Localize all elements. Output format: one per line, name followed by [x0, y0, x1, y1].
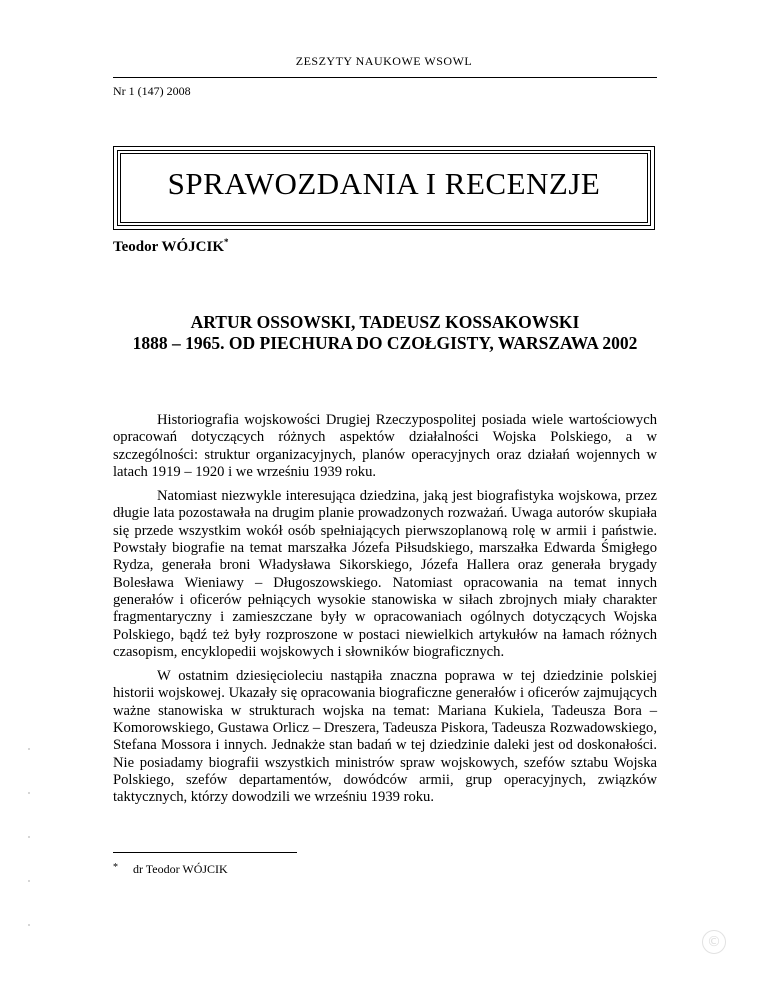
author-footnote-mark: *: [224, 237, 229, 247]
journal-header: ZESZYTY NAUKOWE WSOWL: [295, 54, 473, 68]
copyright-watermark-icon: ©: [702, 930, 726, 954]
author-line: [113, 237, 229, 256]
issue-number: Nr 1 (147) 2008: [113, 84, 191, 98]
section-title: SPRAWOZDANIA I RECENZJE: [167, 166, 601, 201]
review-title-line-2: 1888 – 1965. OD PIECHURA DO CZOŁGISTY, WARSZAWA 2002: [132, 333, 638, 353]
body-paragraph-3: W ostatnim dziesięcioleciu nastąpiła znaczna poprawa w tej dziedzinie polskiej historii wojskowej. Ukazały się opracowania biograficzne generałów i oficerów zajmujących ważne stanowiska w strukturach wojska na temat: Mariana Kukiela, Tadeusza Bora – Komorowskiego, Gustawa Orlicz – Dreszera, Tadeusza Piskora, Tadeusza Rozwadowskiego, Stefana Mossora i innych. Jednakże stan badań w tej dziedzinie daleki jest od doskonałości. Nie posiadamy biografii wszystkich ministrów spraw wojskowych, szefów sztabu Wojska Polskiego, szefów departamentów, dowódców armii, grup operacyjnych, związków taktycznych, którzy dowodzili we wrześniu 1939 roku.: [113, 668, 657, 806]
margin-mark: [28, 924, 30, 926]
margin-mark: [28, 792, 30, 794]
footnote-mark: *: [113, 862, 118, 873]
footnote-text: dr Teodor WÓJCIK: [133, 862, 228, 876]
margin-mark: [28, 836, 30, 838]
author-name: Teodor WÓJCIK: [113, 239, 224, 255]
footnote: [113, 862, 228, 877]
review-title: [100, 312, 670, 354]
margin-mark: [28, 880, 30, 882]
footnote-rule: [113, 852, 297, 853]
body-paragraph-2: Natomiast niezwykle interesująca dziedzina, jaką jest biografistyka wojskowa, przez długie lata pozostawała na drugim planie prowadzonych rozważań. Uwaga autorów skupiała się przede wszystkim wokół osób spełniających pierwszoplanową rolę w armii i państwie. Powstały biografie na temat marszałka Józefa Piłsudskiego, marszałka Edwarda Śmigłego Rydza, generała broni Władysława Sikorskiego, Józefa Hallera oraz generała brygady Bolesława Wieniawy – Długoszowskiego. Natomiast opracowania na temat innych generałów i oficerów pełniących wysokie stanowiska w siłach zbrojnych miały charakter fragmentaryczny i zamieszczane były w opracowaniach ogólnych dotyczących Wojska Polskiego, bądź też były rozproszone w postaci niewielkich artykułów na łamach różnych czasopism, encyklopedii wojskowych i słowników biograficznych.: [113, 488, 657, 660]
header-rule: [113, 77, 657, 78]
body-text: [113, 412, 657, 814]
body-paragraph-1: Historiografia wojskowości Drugiej Rzeczypospolitej posiada wiele wartościowych opracowań dotyczących różnych aspektów działalności Wojska Polskiego, a w szczególności: struktur organizacyjnych, planów operacyjnych oraz działań wojennych w latach 1919 – 1920 i we wrześniu 1939 roku.: [113, 412, 657, 480]
margin-mark: [28, 748, 30, 750]
review-title-line-1: ARTUR OSSOWSKI, TADEUSZ KOSSAKOWSKI: [190, 312, 580, 332]
